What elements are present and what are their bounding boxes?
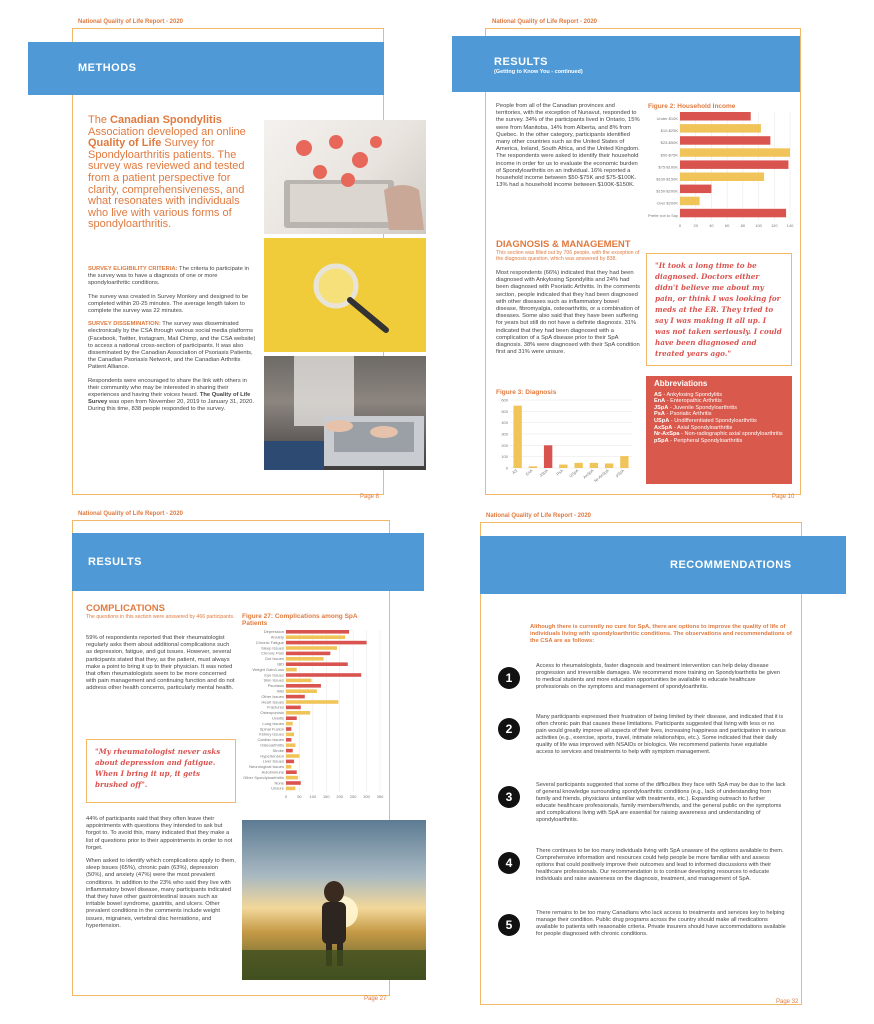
page-subtitle: (Getting to Know You - continued) xyxy=(494,69,583,75)
pull-quote: "It took a long time to be diagnosed. Doctors either didn't believe me about my pain, or think I was looking for meds at the ER. They tried to say I was making it all up. I was not taken seriously. I could have been diagnosed and treated years ago." xyxy=(646,253,792,366)
recommendation-text: Many participants expressed their frustration of being limited by their disease, and indicated that it is often chronic pain that causes these limitations. Participants suggested that living with less or no pain would greatly improve all aspects of their lives, increasing happiness and participation in various activities (e.g., exercise, sports, travel, intimate relationships, etc.). Some indicated that their daily quality of life was improved with NSAIDs or biologics. We recommend patients have equitable access to services and treatments to help with symptom management. xyxy=(536,714,786,755)
bar xyxy=(286,646,337,650)
methods-intro: The Canadian Spondylitis Association developed an online Quality of Life Survey for Spondyloarthritis patients. The survey was reviewed and tested from a patient perspective for clarity, comprehensiveness, and what resonates with individuals who live with various forms of spondyloarthritis. xyxy=(88,114,246,231)
category-label: Chronic Fatigue xyxy=(255,639,284,645)
bar xyxy=(286,760,294,764)
category-label: Other Issues xyxy=(261,693,284,699)
bar xyxy=(286,706,301,710)
bar xyxy=(544,445,552,468)
category-label: Heart Issues xyxy=(261,699,284,705)
recommendation-text: There remains to be too many Canadians who lack access to treatments and services key to helping manage their condition. Public drug programs across the country should make all medications available to patients with reasonable criteria. Private insurers should have accommodations available for people diagnosed with chronic conditions. xyxy=(536,910,786,937)
figure-title: Figure 3: Diagnosis xyxy=(496,389,557,396)
page-title: METHODS xyxy=(78,62,137,74)
bar xyxy=(286,722,293,726)
bar xyxy=(559,465,567,468)
recommendations-intro: Although there is currently no cure for SpA, there are options to improve the quality of life of individuals living with spondyloarthritic conditions. The observations and recommendations of the CSA are as follows: xyxy=(530,624,792,645)
abbreviation-value: - Ankylosing Spondylitis xyxy=(661,391,723,398)
bar xyxy=(286,770,297,774)
y-tick-label: 400 xyxy=(501,420,508,426)
category-label: IBD xyxy=(277,661,284,667)
figure-title: Figure 27: Complications among SpA Patients xyxy=(242,613,358,627)
x-tick-label: 60 xyxy=(724,222,730,228)
abbreviations-box xyxy=(646,376,792,484)
recommendation-number: 4 xyxy=(498,852,520,874)
bar xyxy=(286,738,291,742)
category-label: Nr-AxSpA xyxy=(592,467,610,484)
results-banner xyxy=(72,533,424,591)
category-label: AxSpA xyxy=(581,467,595,480)
category-label: Spinal Fusion xyxy=(259,726,284,732)
bar xyxy=(680,148,790,157)
abbreviation-key: pSpA xyxy=(654,437,669,444)
typing-laptop-photo xyxy=(264,356,426,470)
bar xyxy=(286,781,301,785)
y-tick-label: 600 xyxy=(501,398,508,403)
category-label: Gut Issues xyxy=(264,656,284,662)
results-body: People from all of the Canadian provinces and territories, with the exception of Nunavut, responded to the survey. 34% of the participants lived in Ontario, 15% were from Manitoba, 14% from Alberta, and 8% from Quebec. In the other category, participants identified many other countries such as the United States of America, Ireland, South Africa, and the United Kingdom. The respondents were asked to identify their household income in order for us to evaluate the economic burden of Spondyloarthritis on an individual. 16% reported a household income between $50-$75K and $75-$100K. 13% had a household income between $100K-$150K. xyxy=(496,103,640,189)
abbreviation-item xyxy=(654,418,784,425)
category-label: Psoriasis xyxy=(267,683,284,689)
abbreviation-item xyxy=(654,405,784,412)
category-label: Depression xyxy=(263,630,284,635)
bar xyxy=(286,711,310,715)
category-label: $50-$75K xyxy=(660,152,678,158)
section-subheading: This section was filled out by 706 people, with the exception of the diagnosis question, which was answered by 838. xyxy=(496,250,640,262)
bar xyxy=(286,716,297,720)
abbreviation-value: - Psoriatic Arthritis xyxy=(664,411,712,418)
recommendations-banner xyxy=(480,536,846,594)
category-label: Weight Gain/Loss xyxy=(252,666,284,672)
category-label: pSpA xyxy=(614,467,626,479)
bar xyxy=(680,124,761,133)
x-tick-label: 80 xyxy=(740,222,746,228)
pull-quote: "My rheumatologist never asks about depression and fatigue. When I bring it up, it gets brushed off". xyxy=(86,739,236,803)
category-label: Fractures xyxy=(267,704,284,710)
category-label: Unsure xyxy=(271,785,284,791)
x-tick-label: 200 xyxy=(336,794,344,799)
x-tick-label: 120 xyxy=(770,222,778,228)
category-label: Uveitis xyxy=(271,715,284,721)
category-label: Iritis xyxy=(276,688,284,694)
bar xyxy=(680,185,711,194)
magnifier-photo xyxy=(264,238,426,352)
page-number: Page 32 xyxy=(776,999,799,1005)
category-label: AS xyxy=(510,467,519,476)
household-income-chart xyxy=(646,112,796,230)
methods-banner xyxy=(28,42,384,95)
bar xyxy=(286,695,305,699)
category-label: Under $10K xyxy=(656,116,678,121)
x-tick-label: 100 xyxy=(309,794,317,799)
x-tick-label: 20 xyxy=(693,222,698,228)
bar xyxy=(680,136,770,145)
section-heading: DIAGNOSIS & MANAGEMENT xyxy=(496,239,631,250)
recommendation-number: 1 xyxy=(498,667,520,689)
abbreviation-key: Nr-AxSpa xyxy=(654,431,680,438)
bar xyxy=(590,463,598,468)
abbreviation-item xyxy=(654,425,784,432)
bar xyxy=(620,456,628,468)
category-label: Hypertension xyxy=(260,753,284,759)
abbreviation-key: PsA xyxy=(654,411,665,418)
recommendation-text: Access to rheumatologists, faster diagnosis and treatment intervention can help delay disease progression and irreversible damages. We recommend more training on Spondyloarthritis be given to medical students and more education opportunities be available to educate healthcare professionals on the symptoms and management of spondyloarthritis. xyxy=(536,663,780,690)
bar xyxy=(286,630,349,634)
x-tick-label: 0 xyxy=(284,794,288,799)
category-label: $25-$50K xyxy=(660,140,678,146)
x-tick-label: 0 xyxy=(678,222,682,228)
y-tick-label: 500 xyxy=(501,408,508,414)
x-tick-label: 150 xyxy=(322,794,330,799)
recommendation-text: Several participants suggested that some of the difficulties they face with SpA may be due to the lack of general knowledge surrounding spondyloarthritic conditions (e.g., lack of understanding from family and friends, physicians unfamiliar with treatments, etc.). Expanding outreach to further educate healthcare professionals, family members/friends, and the general public on the symptoms and complications living with SpA are essential for raising awareness and understanding of spondyloarthritis. xyxy=(536,782,786,823)
bar xyxy=(680,160,788,169)
category-label: Liver Issues xyxy=(262,758,284,764)
category-label: Osteoarthritis xyxy=(260,742,284,748)
bar xyxy=(286,765,291,769)
category-label: Sleep Issues xyxy=(261,645,284,651)
bar xyxy=(680,197,700,206)
category-label: Eye Issues xyxy=(264,672,284,678)
figure-title: Figure 2: Household Income xyxy=(648,103,736,110)
abbreviation-value: - Peripheral Spondyloarthritis xyxy=(668,437,743,444)
y-tick-label: 200 xyxy=(501,442,508,448)
category-label: Neurological Issues xyxy=(249,764,284,770)
diagnosis-body: Most respondents (66%) indicated that they had been diagnosed with Ankylosing Spondylitis and 24% had been diagnosed with Psoriatic Arthritis. In the comments section, people indicated that they had been diagnosed with other diseases such as inflammatory bowel disease, fibromyalgia, osteoarthritis, or a combination of diseases. Some also said that they have been suffering for years but still do not have a definite diagnosis. 31% indicated that they had been diagnosed with a complication of a SpA disease prior to their SpA diagnosis. 38% were diagnosed with their SpA condition first and 31% were unsure. xyxy=(496,270,641,356)
diagnosis-chart xyxy=(496,398,636,484)
x-tick-label: 50 xyxy=(297,794,302,799)
section-subheading: The questions in this section were answered by 466 participants. xyxy=(86,614,235,620)
bar xyxy=(286,684,321,688)
bar xyxy=(286,668,297,672)
category-label: Anxiety xyxy=(270,634,284,640)
bar xyxy=(286,652,330,656)
complications-chart xyxy=(240,630,386,808)
category-label: Prefer not to Say xyxy=(647,212,678,218)
category-label: JSpA xyxy=(538,467,549,478)
category-label: Chronic Pain xyxy=(261,650,284,656)
sunset-field-photo xyxy=(242,820,426,980)
abbreviations-list xyxy=(654,392,784,445)
x-tick-label: 100 xyxy=(755,222,762,228)
category-label: Osteoporosis xyxy=(260,710,284,716)
recommendation-number: 5 xyxy=(498,914,520,936)
bar xyxy=(680,112,751,121)
running-header: National Quality of Life Report - 2020 xyxy=(492,19,598,25)
bar xyxy=(605,463,613,468)
section-heading: COMPLICATIONS xyxy=(86,603,165,614)
category-label: $10-$25K xyxy=(660,128,678,134)
bar xyxy=(286,679,312,683)
category-label: Over $200K xyxy=(656,200,678,206)
abbreviation-key: USpA xyxy=(654,417,670,424)
recommendation-number: 3 xyxy=(498,786,520,808)
x-tick-label: 300 xyxy=(363,794,370,799)
bar xyxy=(286,662,348,666)
y-tick-label: 300 xyxy=(501,431,508,437)
page-number: Page 27 xyxy=(364,996,387,1002)
complications-body: 59% of respondents reported that their rheumatologist regularly asks them about additional complications such as depression, fatigue, and gut issues. However, several participants stated that they, as the patient, must always make a point to bring it up to their physician. It was noted that often rheumatologists seem to be more concerned with pain management and continuing function and do not address other health concerns, particularly mental health. xyxy=(86,635,235,692)
y-tick-label: 0 xyxy=(505,465,508,471)
category-label: Cardiac Issues xyxy=(257,737,284,743)
running-header: National Quality of Life Report - 2020 xyxy=(486,513,592,519)
abbreviations-heading: Abbreviations xyxy=(654,379,708,388)
bar xyxy=(513,406,521,468)
page-number: Page 10 xyxy=(772,494,795,500)
results-banner xyxy=(452,36,800,92)
bar xyxy=(286,743,295,747)
category-label: Autoimmune xyxy=(261,769,284,775)
x-tick-label: 40 xyxy=(709,222,714,228)
abbreviation-key: AxSpA xyxy=(654,424,673,431)
bar xyxy=(286,635,345,639)
abbreviation-value: - Axial Spondyloarthritis xyxy=(672,424,733,431)
recommendation-text: There continues to be too many individuals living with SpA unaware of the options available to them. Comprehensive information and resources could help people be more familiar with and assess options that could positively improve their outcomes and lead to informed discussions with their healthcare professionals. Our recommendation is to continue developing resources to educate individuals and raise awareness on the diagnosis, treatment, and management of SpA. xyxy=(536,848,784,882)
category-label: Lung Issues xyxy=(262,720,284,726)
bar xyxy=(286,673,361,677)
category-label: Other Spondyloarthritis xyxy=(243,774,284,780)
x-tick-label: 140 xyxy=(786,222,794,228)
bar xyxy=(574,463,582,468)
abbreviation-value: - Undifferentiated Spondyloarthritis xyxy=(669,417,757,424)
x-tick-label: 350 xyxy=(376,794,384,799)
abbreviation-key: JSpA xyxy=(654,404,669,411)
abbreviation-item xyxy=(654,398,784,405)
abbreviation-value: - Non-radiographic axial spondyloarthritis xyxy=(679,431,783,438)
complications-body-2: 44% of participants said that they often leave their appointments with questions they intended to ask but forgot to. To avoid this, many indicated that they make a list of questions prior to their appointments in order to not forget. When asked to identify which complications apply to them, sleep issues (65%), chronic pain (63%), depression (50%), and anxiety (47%) were the most prevalent conditions. In addition to the 23% who said they live with inflammatory bowel disease, many participants indicated that they have other gastrointestinal issues such as irritable bowel syndrome, gastritis, and ulcers. Other prevalent conditions in the comments include weight issues, migraines, vertebral disc herniations, and hypertension. xyxy=(86,816,236,929)
abbreviation-key: AS xyxy=(654,391,662,398)
bar xyxy=(286,733,294,737)
x-tick-label: 250 xyxy=(349,794,357,799)
running-header: National Quality of Life Report - 2020 xyxy=(78,511,184,517)
methods-body: SURVEY ELIGIBILITY CRITERIA: The criteria to participate in the survey was to have a diagnosis of one or more spondyloarthritic conditions. The survey was created in Survey Monkey and designed to be completed within 20-25 minutes. The average length taken to complete the survey was 22 minutes. SURVEY DISSEMINATION: The survey was disseminated electronically by the CSA through various social media platforms (Facebook, Twitter, Instagram, Mail Chimp, and the CSA website) to access a national cross-section of participants. It was also disseminated by the Canadian Association of Psoriasis Patients, the Canadian Psoriasis Network, and the Canadian Arthritis Patient Alliance. Respondents were encouraged to share the link with others in their community who may be interested in sharing their experiences and having their voices heard. The Quality of Life Survey was open from November 20, 2019 to January 31, 2020. During this time, 838 people responded to the survey. xyxy=(88,266,256,413)
bar xyxy=(286,787,295,791)
category-label: PsA xyxy=(555,467,565,477)
abbreviation-value: - Juvenile Spondyloarthritis xyxy=(668,404,738,411)
abbreviation-item xyxy=(654,411,784,418)
abbreviation-item xyxy=(654,392,784,399)
abbreviation-item xyxy=(654,438,784,445)
abbreviation-value: - Enteropathic Arthritis xyxy=(665,398,722,405)
page-title: RESULTS xyxy=(88,556,143,568)
category-label: Skin Issues xyxy=(263,677,284,683)
page-title: RECOMMENDATIONS xyxy=(670,559,792,571)
bar xyxy=(286,727,291,731)
bar xyxy=(286,754,299,758)
laptop-social-photo xyxy=(264,120,426,234)
bar xyxy=(286,641,367,645)
category-label: $100-$150K xyxy=(656,176,678,182)
category-label: Kidney Issues xyxy=(259,731,284,737)
abbreviation-key: EnA xyxy=(654,398,666,405)
category-label: USpA xyxy=(568,467,580,479)
bar xyxy=(286,776,298,780)
bar xyxy=(286,749,293,753)
page-number: Page 8 xyxy=(360,494,380,500)
y-tick-label: 100 xyxy=(501,454,508,460)
bar xyxy=(680,209,786,218)
page-title: RESULTS xyxy=(494,56,549,68)
abbreviation-item xyxy=(654,431,784,438)
category-label: Stroke xyxy=(272,747,284,753)
category-label: EnA xyxy=(524,467,534,477)
bar xyxy=(680,173,764,182)
recommendation-number: 2 xyxy=(498,718,520,740)
category-label: None xyxy=(274,780,284,786)
bar xyxy=(286,657,324,661)
running-header: National Quality of Life Report - 2020 xyxy=(78,19,184,25)
category-label: $150-$200K xyxy=(656,188,678,194)
category-label: $75-$100K xyxy=(658,164,678,170)
bar xyxy=(286,700,338,704)
bar xyxy=(286,689,317,693)
